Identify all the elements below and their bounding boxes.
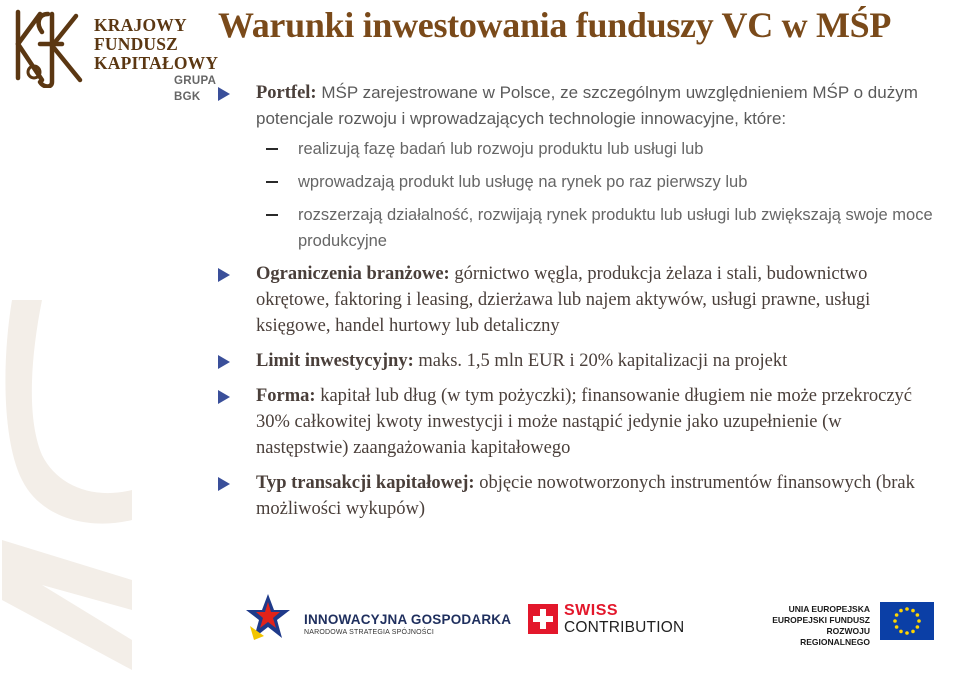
- bullet-label: Portfel:: [256, 83, 317, 103]
- vc-watermark: [0, 280, 152, 670]
- bullet-text: objęcie nowotworzonych instrumentów finansowych (brak możliwości wykupów): [256, 473, 915, 519]
- bullet-text: MŚP zarejestrowane w Polsce, ze szczególnym uwzględnieniem MŚP o dużym potencjale rozwoju i wprowadzających technologie innowacyjne, które:: [256, 83, 918, 128]
- kfk-brand-text: [94, 16, 218, 105]
- ig-name: INNOWACYJNA GOSPODARKA: [304, 612, 512, 627]
- ig-star-icon: [244, 592, 292, 642]
- eu-star: [893, 619, 897, 623]
- triangle-arrow-icon: [218, 355, 230, 369]
- triangle-arrow-icon: [218, 87, 230, 101]
- triangle-arrow-icon: [218, 390, 230, 404]
- brand-line-3: KAPITAŁOWY: [94, 53, 219, 73]
- eu-star: [905, 607, 909, 611]
- eu-star: [917, 619, 921, 623]
- kfk-logo: [0, 0, 219, 103]
- ig-tagline: NARODOWA STRATEGIA SPÓJNOŚCI: [304, 629, 435, 636]
- bullet-label: Forma:: [256, 386, 316, 406]
- portfel-sublist: [218, 136, 938, 254]
- bullet-portfel: [218, 80, 938, 132]
- triangle-arrow-icon: [218, 268, 230, 282]
- eu-flag-icon: [880, 602, 934, 640]
- eu-stars-icon: [880, 602, 934, 640]
- list-item: [218, 202, 938, 254]
- vc-watermark-graphic: [0, 280, 152, 670]
- bullet-ograniczenia: [218, 261, 938, 339]
- eu-star: [916, 625, 920, 629]
- eu-star: [905, 631, 909, 635]
- eu-star: [899, 609, 903, 613]
- dash-icon: [266, 181, 278, 183]
- slide-content: [218, 80, 938, 522]
- brand-line-4: GRUPA BGK: [174, 75, 216, 103]
- bullet-label: Limit inwestycyjny:: [256, 351, 414, 371]
- bullet-text: kapitał lub dług (w tym pożyczki); finansowanie długiem nie może przekroczyć 30% całkowitej kwoty inwestycji i może nastąpić jedynie jako uzupełnienie (w następstwie) zaangażowania kapitałowego: [256, 386, 913, 458]
- swiss-flag-icon: [528, 604, 558, 634]
- bullet-label: Typ transakcji kapitałowej:: [256, 473, 475, 493]
- sub-text: wprowadzają produkt lub usługę na rynek po raz pierwszy lub: [298, 173, 748, 191]
- eu-text: [770, 604, 870, 648]
- eu-line-3: ROZWOJU REGIONALNEGO: [800, 626, 870, 647]
- brand-line-1: KRAJOWY: [94, 15, 187, 35]
- bullet-limit: [218, 348, 938, 374]
- sub-text: rozszerzają działalność, rozwijają rynek produktu lub usługi lub zwiększają swoje moce produkcyjne: [298, 206, 933, 250]
- contribution-word: CONTRIBUTION: [564, 619, 685, 636]
- dash-icon: [266, 148, 278, 150]
- eu-line-1: UNIA EUROPEJSKA: [788, 604, 870, 614]
- kfk-monogram-icon: [4, 2, 90, 88]
- bullet-typ-transakcji: [218, 470, 938, 522]
- innowacyjna-gospodarka-logo: [244, 592, 512, 642]
- dash-icon: [266, 214, 278, 216]
- triangle-arrow-icon: [218, 477, 230, 491]
- sub-text: realizują fazę badań lub rozwoju produktu lub usługi lub: [298, 140, 704, 158]
- bullet-text: górnictwo węgla, produkcja żelaza i stali, budownictwo okrętowe, faktoring i leasing, dzierżawa lub najem aktywów, usługi prawne, usługi księgowe, handel hurtowy lub detaliczny: [256, 264, 871, 336]
- funding-logos: [222, 584, 960, 672]
- eu-star: [911, 609, 915, 613]
- bullet-label: Ograniczenia branżowe:: [256, 264, 450, 284]
- eu-line-2: EUROPEJSKI FUNDUSZ: [772, 615, 870, 625]
- list-item: [218, 136, 938, 162]
- list-item: [218, 169, 938, 195]
- eu-star: [916, 613, 920, 617]
- eu-logo: [770, 596, 960, 646]
- bullet-text: maks. 1,5 mln EUR i 20% kapitalizacji na projekt: [413, 351, 788, 371]
- page-title: Warunki inwestowania funduszy VC w MŚP: [218, 5, 892, 45]
- brand-line-2: FUNDUSZ: [94, 34, 179, 54]
- eu-star: [895, 625, 899, 629]
- swiss-contribution-logo: [528, 604, 698, 640]
- eu-star: [895, 613, 899, 617]
- eu-star: [911, 630, 915, 634]
- swiss-word: SWISS: [564, 602, 619, 619]
- bullet-forma: [218, 383, 938, 461]
- eu-star: [899, 630, 903, 634]
